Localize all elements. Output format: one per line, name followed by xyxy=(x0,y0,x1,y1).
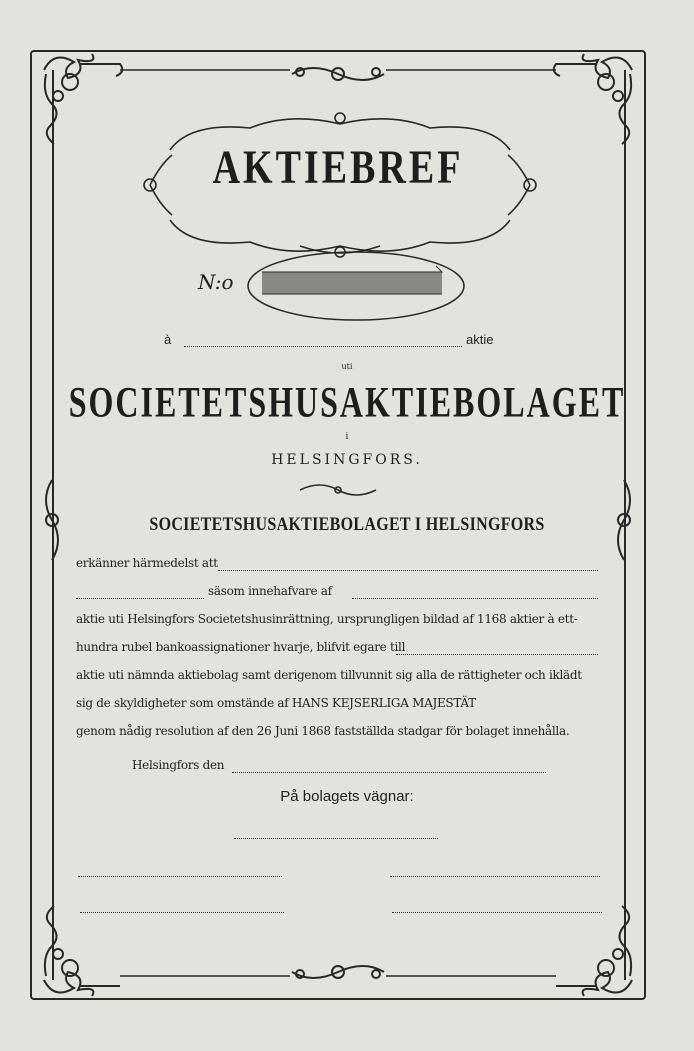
body-line-5: aktie uti nämnda aktiebolag samt derigenom tillvunnit sig alla de rättigheter och iklädt xyxy=(76,668,582,682)
body-line-6: sig de skyldigheter som omständе af HANS KEJSERLIGA MAJESTÄT xyxy=(76,696,476,710)
scroll-ornament-icon xyxy=(300,485,376,495)
signature-line-left-2 xyxy=(80,912,284,913)
corner-flourish-icon xyxy=(554,54,632,144)
corner-flourish-icon xyxy=(44,54,122,144)
body-line-2: säsom innehafvare af xyxy=(208,584,332,598)
body-line-3: aktie uti Helsingfors Societetshusinrättning, ursprungligen bildad af 1168 aktier à ett- xyxy=(76,612,578,626)
body-line-4: hundra rubel bankoassignationer hvarje, blifvit egare till xyxy=(76,640,406,654)
signature-line-right-1 xyxy=(390,876,600,877)
company-name: SOCIETETSHUSAKTIEBOLAGET xyxy=(68,377,626,427)
corner-flourish-icon xyxy=(44,906,120,996)
body-line-7: genom nådig resolution af den 26 Juni 1868 fastställda stadgar för bolaget innehålla. xyxy=(76,724,570,738)
signature-line-left-1 xyxy=(78,876,282,877)
signature-line-right-2 xyxy=(392,912,602,913)
city-name: HELSINGFORS. xyxy=(271,452,423,468)
holder-field-line xyxy=(218,570,598,571)
number-oval xyxy=(248,252,464,320)
a-suffix: aktie xyxy=(466,332,494,347)
date-field-line xyxy=(232,772,546,773)
signature-line-center xyxy=(234,838,438,839)
body-line-1: erkänner härmedelst att xyxy=(76,556,218,570)
certificate-title: AKTIEBREF xyxy=(212,141,464,195)
shares-field-line xyxy=(352,598,598,599)
signature-heading: På bolagets vägnar: xyxy=(280,788,414,805)
uti-label: uti xyxy=(341,362,353,371)
amount-field-line xyxy=(184,346,462,347)
a-prefix: à xyxy=(164,332,172,347)
number-label: N:o xyxy=(198,270,234,294)
owner-field-line xyxy=(396,654,598,655)
holder-field-line-2 xyxy=(76,598,204,599)
i-label: i xyxy=(345,432,349,442)
scroll-ornament-icon xyxy=(120,966,556,978)
corner-flourish-icon xyxy=(556,906,632,996)
scroll-ornament-icon xyxy=(120,68,556,80)
body-heading: SOCIETETSHUSAKTIEBOLAGET I HELSINGFORS xyxy=(149,514,545,535)
body-line-8: Helsingfors den xyxy=(132,758,225,772)
